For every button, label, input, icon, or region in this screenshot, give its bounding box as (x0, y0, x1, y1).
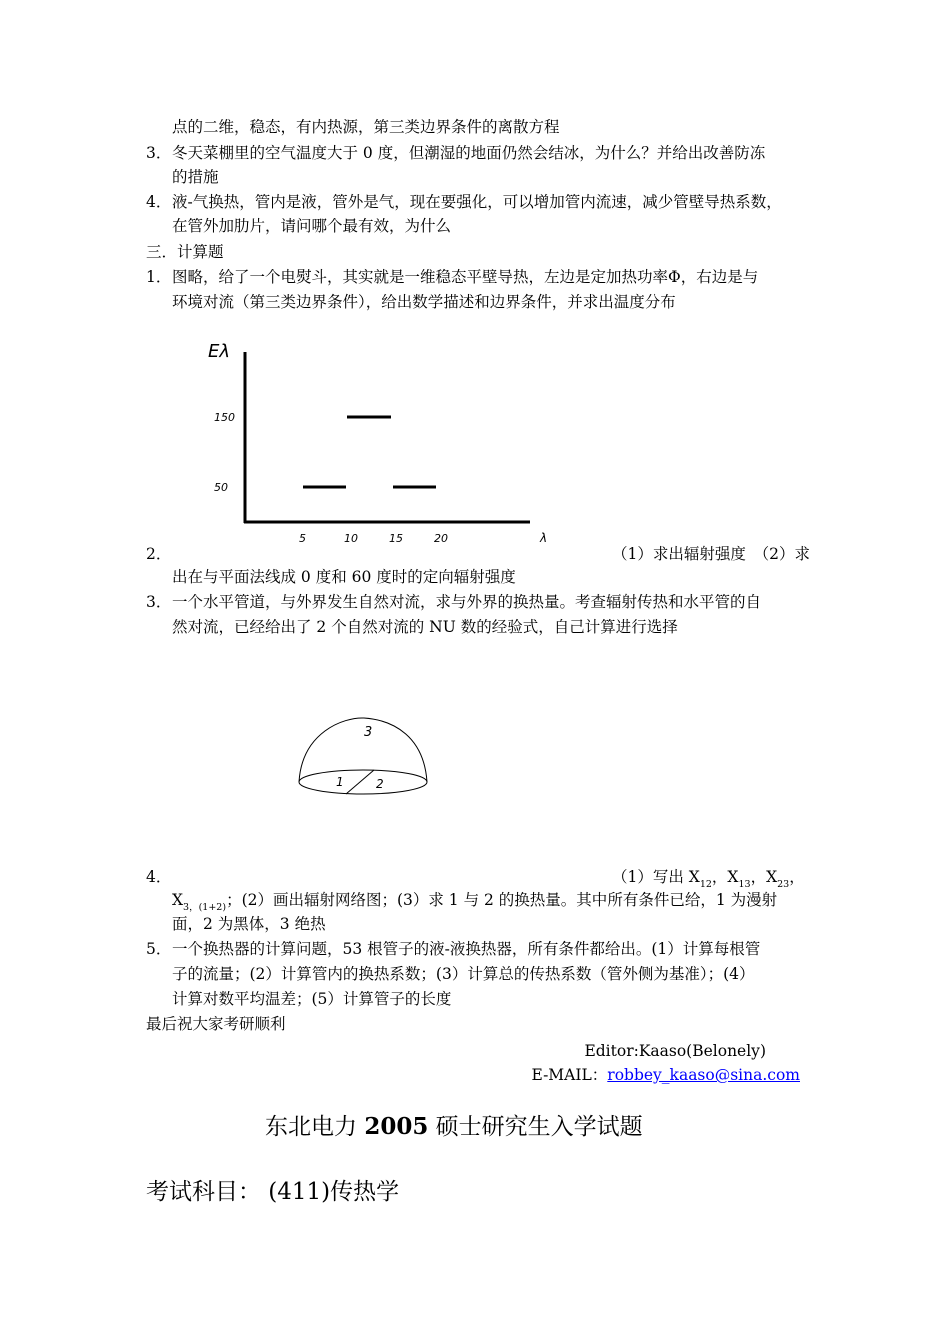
x-tick-label: 20 (434, 532, 448, 545)
exam-title: 东北电力 2005 硕士研究生入学试题 (265, 1113, 643, 1140)
y-tick-label: 50 (214, 481, 228, 494)
text-line: 在管外加肋片，请问哪个最有效，为什么 (172, 217, 452, 235)
x-axis-label: λ (540, 531, 548, 545)
y-axis-label: Eλ (208, 341, 231, 362)
item-number: 5． (146, 940, 172, 958)
item-number: 4． (146, 868, 172, 886)
text-line: 环境对流（第三类边界条件），给出数学描述和边界条件，并求出温度分布 (172, 293, 676, 311)
item-number: 1． (146, 268, 172, 286)
text-line: 一个水平管道，与外界发生自然对流，求与外界的换热量。考查辐射传热和水平管的自 (172, 593, 762, 611)
email-label: E-MAIL： (531, 1066, 608, 1084)
surface-2-label: 2 (376, 777, 384, 791)
hemisphere-diagram (294, 712, 434, 802)
spectral-emission-chart (200, 330, 560, 550)
email-line (480, 1064, 800, 1086)
editor-credit: Editor:Kaaso(Belonely) (584, 1042, 766, 1060)
text-line: 计算对数平均温差；(5）计算管子的长度 (172, 990, 452, 1008)
text-line: 出在与平面法线成 0 度和 60 度时的定向辐射强度 (172, 568, 516, 586)
text-line: 面，2 为黑体，3 绝热 (172, 915, 326, 933)
section-heading: 三．计算题 (146, 243, 224, 261)
item-number: 3． (146, 593, 172, 611)
hemisphere-dome (299, 718, 427, 782)
y-tick-label: 150 (214, 411, 235, 424)
item-number: 3． (146, 144, 172, 162)
text-line: 子的流量；(2）计算管内的换热系数；(3）计算总的传热系数（管外侧为基准）；(4） (172, 965, 755, 983)
base-divider (346, 770, 374, 794)
text-line: 冬天菜棚里的空气温度大于 0 度，但潮湿的地面仍然会结冰，为什么？并给出改善防冻 (172, 144, 766, 162)
exam-subject: 考试科目： (411)传热学 (146, 1179, 400, 1205)
hemisphere-base (299, 770, 427, 794)
text-line: 的措施 (172, 168, 219, 186)
text-line: $X_{3,(1+2)}$；(2）画出辐射网络图；(3）求 1 与 2 的换热量。其中所有条件已给，1 为漫射 (172, 891, 778, 913)
closing-text: 最后祝大家考研顺利 (146, 1015, 286, 1033)
text-line: 液-气换热，管内是液，管外是气，现在要强化，可以增加管内流速，减少管壁导热系数， (172, 193, 782, 211)
text-line: （1）求出辐射强度 （2）求 (612, 545, 810, 563)
item-number: 2． (146, 545, 172, 563)
surface-1-label: 1 (336, 775, 344, 789)
text-line: 然对流，已经给出了 2 个自然对流的 NU 数的经验式，自己计算进行选择 (172, 618, 678, 636)
x-tick-label: 10 (344, 532, 358, 545)
email-link[interactable]: robbey_kaaso@sina.com (607, 1066, 800, 1084)
item-number: 4． (146, 193, 172, 211)
x-tick-label: 5 (299, 532, 306, 545)
text-line: 点的二维，稳态，有内热源，第三类边界条件的离散方程 (172, 118, 560, 136)
x-tick-label: 15 (389, 532, 403, 545)
text-line: 图略，给了一个电熨斗，其实就是一维稳态平壁导热，左边是定加热功率Φ，右边是与 (172, 268, 759, 286)
surface-3-label: 3 (364, 725, 373, 740)
text-line: （1）写出 $X_{12}$，$X_{13}$，$X_{23}$， (612, 868, 805, 890)
text-line: 一个换热器的计算问题，53 根管子的液-液换热器，所有条件都给出。(1）计算每根管 (172, 940, 761, 958)
